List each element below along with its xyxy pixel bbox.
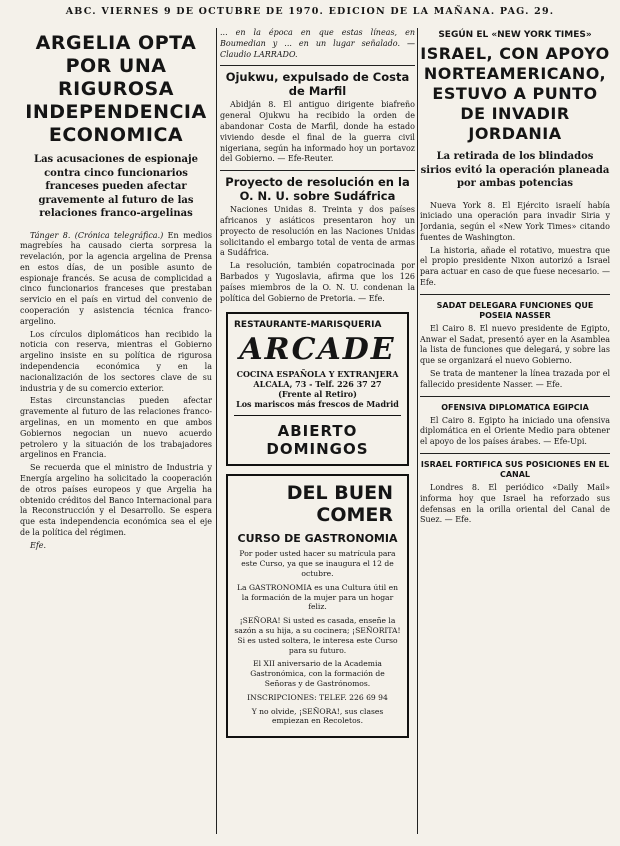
ad-arcade-hours: ABIERTO DOMINGOS [234,415,401,458]
ad-text: ¡SEÑORA! Si usted es casada, enseñe la sazón a su hija, a su cocinera; ¡SEÑORITA! Si es usted soltera, le interesa este Curso para su futuro. [234,616,401,655]
article-paragraph: Abidján 8. El antiguo dirigente biafreño general Ojukwu ha recibido la orden de abandonar Costa de Marfil, donde ha estado viviendo desde el final de la guerra civil nigeriana, según ha informado hoy un portavoz del Gobierno. — Efe-Reuter. [220,100,415,164]
article-paragraph: Naciones Unidas 8. Treinta y dos países africanos y asiáticos presentaron hoy un proyecto de resolución en las Naciones Unidas solicitando el embargo total de venta de armas a Sudáfrica. [220,205,415,258]
ad-text: El XII aniversario de la Academia Gastronómica, con la formación de Señoras y de Gastrónomos. [250,659,385,688]
headline-argelia: ARGELIA OPTA POR UNA RIGUROSA INDEPENDENCIA ECONOMICA [25,32,207,146]
article-paragraph: Nueva York 8. El Ejército israelí había iniciado una operación para invadir Siria y Jordania, según el «New York Times» citando fuentes de Washington. [420,200,610,242]
ad-course: CURSO DE GASTRONOMIA [237,532,398,546]
ad-arcade-subline: COCINA ESPAÑOLA Y EXTRANJERA [236,369,399,380]
ad-text: La GASTRONOMIA es una Cultura útil en la formación de la mujer para un hogar feliz. [236,582,399,612]
column-left [20,28,212,836]
page-header: ABC. VIERNES 9 DE OCTUBRE DE 1970. EDICION DE LA MAÑANA. PAG. 29. [65,5,555,17]
ad-arcade-tag: RESTAURANTE-MARISQUERIA [234,320,382,331]
article-paragraph: El Cairo 8. Egipto ha iniciado una ofensiva diplomática en el Oriente Medio para obtener el apoyo de los países árabes. — Efe-Upi. [420,415,610,447]
article-paragraph: La resolución, también copatrocinada por Barbados y Yugoslavia, afirma que los 126 países miembros de la O. N. U. condenan la política del Gobierno de Pretoria. — Efe. [220,261,415,303]
ad-arcade-address: ALCALA, 73 - Telf. 226 37 27 [253,379,382,390]
ad-text: Por poder usted hacer su matrícula para este Curso, ya que se inaugura el 12 de octubre. [239,549,396,578]
article-argelia [20,231,212,552]
caption: ... en la época en que estas líneas, en Boumedian y ... en un lugar señalado. — Claudio LARRADO. [220,28,415,59]
article-paragraph: Estas circunstancias pueden afectar gravemente al futuro de las relaciones franco-argelinas, en un momento en que ambos Gobiernos negocian un nuevo acuerdo petrolero y la situación de los trabajadores argelinos en Francia. [20,396,212,460]
headline-israel: ISRAEL, CON APOYO NORTEAMERICANO, ESTUVO A PUNTO DE INVADIR JORDANIA [420,44,610,143]
ad-arcade-line2: Los mariscos más frescos de Madrid [236,399,399,410]
headline-sadat: SADAT DELEGARA FUNCIONES QUE POSEIA NASSER [436,300,594,320]
deck-israel: La retirada de los blindados sirios evitó la operación planeada por ambas potencias [420,151,610,189]
article-paragraph: El Cairo 8. El nuevo presidente de Egipto, Anwar el Sadat, presentó ayer en la Asamblea la lista de funciones que delegará, y sobre las que se organizará el nuevo Gobierno. [420,323,610,366]
column-rule [417,28,418,834]
ad-text: INSCRIPCIONES: TELEF. 226 69 94 [247,692,388,702]
column-rule [216,28,217,834]
tag-nyt: SEGÚN EL «NEW YORK TIMES» [438,30,592,40]
column-right [420,28,610,836]
ad-buen-comer [226,474,409,738]
ad-arcade-name: ARCADE [239,332,396,368]
dateline: Tánger 8. (Crónica telegráfica.) [30,230,164,240]
article-paragraph: Se trata de mantener la línea trazada por el fallecido presidente Nasser. — Efe. [420,369,610,389]
ad-arcade [226,312,409,466]
article-paragraph: En medios magrebíes ha causado cierta sorpresa la revelación, por la agencia argelina de Prensa en estos días, de un posible asunto de espionaje francés. Se acusa de complicidad a cinco funcionarios franceses que prestaban servicio en el país en virtud del convenio de cooperación y asistencia técnica franco-argelino. [20,230,212,326]
article-paragraph: Se recuerda que el ministro de Industria y Energía argelino ha solicitado la cooperación de otros países europeos y que Argelia ha obtenido créditos del Banco Internacional para la Reconstrucción y el Desarrollo. Se espera que esta independencia económica sea el eje de la política del régimen. [20,463,212,538]
deck-argelia: Las acusaciones de espionaje contra cinco funcionarios franceses pueden afectar gravemente al futuro de las relaciones franco-argelinas [34,154,198,219]
article-paragraph: Los círculos diplomáticos han recibido la noticia con reserva, mientras el Gobierno argelino insiste en su política de rigurosa independencia económica y en la nacionalización de los sectores clave de su industria y de su comercio exterior. [20,329,212,393]
article-paragraph: La historia, añade el rotativo, muestra que el propio presidente Nixon autorizó a Israel para actuar en caso de que fuese necesario. — Efe. [420,245,610,288]
headline-ofensiva: OFENSIVA DIPLOMATICA EGIPCIA [441,402,589,412]
article-paragraph: Londres 8. El periódico «Daily Mail» informa hoy que Israel ha reforzado sus defensas en la orilla oriental del Canal de Suez. — Efe. [420,483,610,525]
ad-title: DEL BUEN [286,482,393,505]
signoff: Efe. [30,540,47,550]
ad-text: Y no olvide, ¡SEÑORA!, sus clases empiezan en Recoletos. [251,706,384,726]
ad-arcade-note: (Frente al Retiro) [278,389,357,400]
headline-fortifica: ISRAEL FORTIFICA SUS POSICIONES EN EL CANAL [420,460,610,480]
column-middle [220,28,415,836]
ad-title: COMER [316,504,393,527]
headline-onu: Proyecto de resolución en la O. N. U. sobre Sudáfrica [225,175,410,203]
headline-ojukwu: Ojukwu, expulsado de Costa de Marfil [225,70,410,98]
